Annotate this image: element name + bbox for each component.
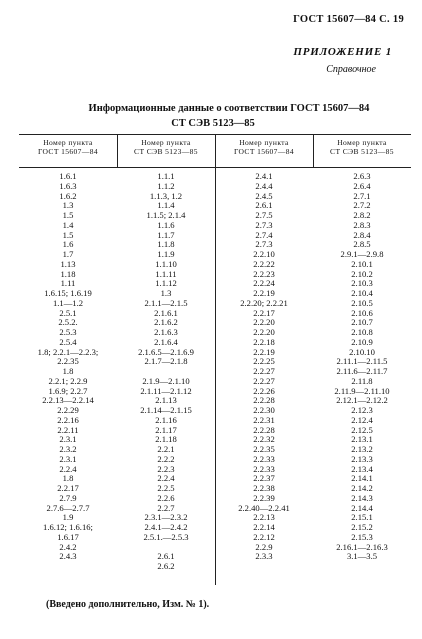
table-cell: 1.8 — [62, 366, 74, 376]
table-cell: 1.6 — [62, 239, 74, 250]
table-cell: 2.7.6—2.7.7 — [46, 502, 90, 513]
table-cell: 2.12.3 — [351, 405, 373, 415]
table-cell: 2.13.3 — [351, 453, 373, 464]
table-cell: 2.2.5 — [157, 483, 175, 493]
col2-header — [117, 138, 215, 166]
table-cell: 2.8.4 — [353, 229, 371, 240]
table-cell: 1.1.6 — [157, 219, 175, 230]
table-cell: 2.1.6.4 — [154, 336, 178, 347]
table-cell: 2.2.2 — [157, 453, 175, 464]
table-cell: 2.2.16 — [57, 414, 79, 425]
table-cell: 2.7.1 — [353, 190, 371, 201]
table-cell: 2.2.32 — [253, 434, 275, 445]
table-cell: 2.6.1 — [255, 200, 273, 211]
col4-header — [313, 138, 411, 166]
table-cell: 2.1.1—2.1.5 — [144, 297, 188, 308]
table-cell: 2.2.35 — [57, 356, 79, 367]
table-cell: 2.2.9 — [255, 541, 273, 552]
table-cell: 2.15.1 — [351, 512, 373, 523]
table-cell: 2.14.1 — [351, 473, 373, 484]
table-cell: 2.2.17 — [57, 483, 79, 493]
col3-header — [215, 138, 313, 166]
table-cell: 2.2.39 — [253, 492, 275, 503]
table-cell: 2.2.20 — [253, 317, 275, 328]
table-cell: 2.2.27 — [253, 375, 275, 386]
table-cell: 2.15.2 — [351, 522, 373, 532]
table-cell: 2.3.1 — [59, 434, 77, 445]
table-cell: 1.6.12; 1.6.16; — [43, 522, 93, 532]
table-cell: 2.8.3 — [353, 219, 371, 230]
table-cell: 2.4.1 — [255, 171, 273, 181]
table-cell: 2.2.1 — [157, 444, 175, 454]
table-cell: 2.11.1—2.11.5 — [336, 356, 388, 367]
col4-header-line1: Номер пункта — [337, 138, 387, 147]
table-cell: 3.1—3.5 — [346, 551, 378, 562]
appendix-subtitle: Справочное — [326, 64, 376, 75]
table-cell: 2.2.11 — [57, 424, 79, 435]
table-cell: 2.2.6 — [157, 492, 175, 503]
table-cell: 2.14.3 — [351, 492, 373, 503]
table-cell: 2.1.11—2.1.12 — [140, 385, 192, 396]
table-cell: 1.9 — [62, 512, 74, 523]
table-cell: 2.7.9 — [59, 492, 77, 503]
table-cell: 1.1.5; 2.1.4 — [146, 210, 186, 220]
table-cell: 2.5.2. — [58, 317, 78, 328]
table-cell: 2.2.24 — [253, 278, 275, 289]
table-cell: 2.1.7—2.1.8 — [144, 356, 188, 367]
table-cell: 1.1.3, 1.2 — [149, 190, 183, 201]
table-cell: 2.4.3 — [59, 551, 77, 562]
table-cell: 2.1.16 — [155, 414, 177, 425]
table-cell: 1.8; 2.2.1—2.2.3; — [37, 346, 99, 357]
table-cell: 2.10.10 — [349, 346, 375, 357]
table-cell: 1.1.7 — [157, 229, 175, 240]
table-cell: 1.1.4 — [157, 200, 175, 211]
table-cell: 2.1.6.5—2.1.6.9 — [138, 346, 194, 357]
table-cell: 2.1.6.2 — [154, 317, 178, 328]
table-cell: 2.2.17 — [253, 307, 275, 318]
table-cell: 1.18 — [60, 268, 76, 279]
table-cell: 2.8.2 — [353, 210, 371, 220]
table-cell: 2.2.1; 2.2.9 — [48, 375, 88, 386]
table-cell: 2.2.27 — [253, 366, 275, 376]
table-cell: 2.1.6.1 — [154, 307, 178, 318]
table-cell: 2.2.22 — [253, 258, 275, 269]
table-cell: 2.14.2 — [351, 483, 373, 493]
table-cell: 1.1.11 — [155, 268, 177, 279]
table-cell: 2.2.30 — [253, 405, 275, 415]
table-cell: 1.6.15; 1.6.19 — [44, 288, 92, 298]
table-cell: 2.2.13—2.2.14 — [42, 395, 94, 406]
table-cell: 2.8.5 — [353, 239, 371, 250]
table-cell: 2.6.2 — [157, 561, 175, 571]
table-cell: 2.2.31 — [253, 414, 275, 425]
table-cell: 2.2.25 — [253, 356, 275, 367]
table-cell: 1.8 — [62, 473, 74, 484]
table-cell: 2.4.1—2.4.2 — [144, 522, 188, 532]
table-cell: 2.2.35 — [253, 444, 275, 454]
table-cell: 1.7 — [62, 249, 74, 259]
table-cell: 2.12.5 — [351, 424, 373, 435]
table-cell: 2.1.17 — [155, 424, 177, 435]
page-header: ГОСТ 15607—84 С. 19 — [293, 14, 404, 25]
table-cell: 2.2.20; 2.2.21 — [240, 297, 288, 308]
table-cell: 2.12.4 — [351, 414, 373, 425]
table-cell: 1.6.17 — [57, 531, 79, 542]
table-cell: 2.2.4 — [157, 473, 175, 484]
table-cell: 2.4.4 — [255, 180, 273, 191]
table-cell: 2.5.1 — [59, 307, 77, 318]
table-cell: 2.1.18 — [155, 434, 177, 445]
title-line-2: СТ СЭВ 5123—85 — [171, 118, 255, 129]
table-cell: 2.10.6 — [351, 307, 373, 318]
table-cell: 2.16.1—2.16.3 — [336, 541, 388, 552]
table-cell: 1.1.9 — [157, 249, 175, 259]
col1-header-line2: ГОСТ 15607—84 — [37, 147, 99, 156]
table-cell: 2.2.14 — [253, 522, 275, 532]
col1-header-line1: Номер пункта — [43, 138, 93, 147]
table-cell: 2.15.3 — [351, 531, 373, 542]
table-cell: 2.10.9 — [351, 336, 373, 347]
table-cell: 2.2.28 — [253, 395, 275, 406]
table-cell: 2.2.33 — [253, 453, 275, 464]
table-cell: 1.3 — [160, 288, 172, 298]
table-cell: 2.11.9—2.11.10 — [334, 385, 390, 396]
table-cell: 1.5 — [62, 229, 74, 240]
table-cell: 2.2.4 — [59, 463, 77, 474]
table-cell: 2.10.8 — [351, 327, 373, 337]
table-cell: 2.2.20 — [253, 327, 275, 337]
table-cell: 2.2.26 — [253, 385, 275, 396]
table-cell: 2.10.5 — [351, 297, 373, 308]
table-cell: 2.2.28 — [253, 424, 275, 435]
table-cell: 1.6.3 — [59, 180, 77, 191]
table-cell: 2.7.3 — [255, 219, 273, 230]
table-cell: 2.2.40—2.2.41 — [238, 502, 290, 513]
table-cell: 1.13 — [60, 258, 76, 269]
correspondence-table — [19, 134, 411, 585]
table-cell: 2.3.2 — [59, 444, 77, 454]
title-line-1: Информационные данные о соответствии ГОСТ 15607—84 — [88, 103, 370, 114]
table-cell: 2.2.37 — [253, 473, 275, 484]
table-cell: 2.1.9—2.1.10 — [142, 375, 190, 386]
table-cell: 2.7.4 — [255, 229, 273, 240]
table-cell: 2.5.3 — [59, 327, 77, 337]
table-cell: 2.6.4 — [353, 180, 371, 191]
table-cell: 2.2.3 — [157, 463, 175, 474]
document-title — [0, 101, 422, 131]
table-cell: 1.6.9; 2.2.7 — [48, 385, 88, 396]
table-cell: 1.6.2 — [59, 190, 77, 201]
table-cell: 2.2.33 — [253, 463, 275, 474]
table-cell: 2.2.19 — [253, 288, 275, 298]
table-cell: 2.13.2 — [351, 444, 373, 454]
col4-body — [313, 172, 411, 562]
table-cell: 1.1.1 — [157, 171, 175, 181]
table-cell: 1.1.10 — [155, 258, 177, 269]
table-cell: 1.1.12 — [155, 278, 177, 289]
table-cell: 1.1—1.2 — [52, 297, 84, 308]
table-cell: 2.5.4 — [59, 336, 77, 347]
table-cell: 2.7.3 — [255, 239, 273, 250]
col3-header-line2: ГОСТ 15607—84 — [233, 147, 295, 156]
col2-body — [117, 172, 215, 572]
col2-header-line2: СТ СЭВ 5123—85 — [134, 147, 198, 156]
table-cell: 2.10.2 — [351, 268, 373, 279]
table-cell: 2.13.1 — [351, 434, 373, 445]
table-cell: 1.1.2 — [157, 180, 175, 191]
col4-header-line2: СТ СЭВ 5123—85 — [330, 147, 394, 156]
table-cell: 2.10.7 — [351, 317, 373, 328]
table-cell: 2.10.1 — [351, 258, 373, 269]
table-cell: 2.12.1—2.12.2 — [336, 395, 388, 406]
table-cell: 2.6.3 — [353, 171, 371, 181]
table-cell: 1.1.8 — [157, 239, 175, 250]
table-cell: 2.1.13 — [155, 395, 177, 406]
table-cell: 2.7.5 — [255, 210, 273, 220]
col1-header — [19, 138, 117, 166]
table-cell: 2.2.10 — [253, 249, 275, 259]
table-cell: 2.10.3 — [351, 278, 373, 289]
table-cell: 2.2.29 — [57, 405, 79, 415]
table-cell: 2.2.23 — [253, 268, 275, 279]
table-cell: 2.3.1—2.3.2 — [144, 512, 188, 523]
table-cell: 2.2.13 — [253, 512, 275, 523]
table-cell: 1.11 — [60, 278, 76, 289]
table-cell: 2.5.1.—2.5.3 — [143, 531, 189, 542]
col3-header-line1: Номер пункта — [239, 138, 289, 147]
table-cell: 2.1.6.3 — [154, 327, 178, 337]
appendix-title: ПРИЛОЖЕНИЕ 1 — [293, 46, 392, 58]
table-cell: 2.10.4 — [351, 288, 373, 298]
table-cell: 2.3.3 — [255, 551, 273, 562]
table-cell: 2.2.18 — [253, 336, 275, 347]
table-cell: 2.2.38 — [253, 483, 275, 493]
table-cell: 2.2.12 — [253, 531, 275, 542]
table-cell: 2.13.4 — [351, 463, 373, 474]
col1-body — [19, 172, 117, 562]
table-cell: 1.5 — [62, 210, 74, 220]
table-cell: 2.11.6—2.11.7 — [336, 366, 388, 376]
table-cell: 1.4 — [62, 219, 74, 230]
table-cell: 2.4.2 — [59, 541, 77, 552]
table-cell: 2.2.7 — [157, 502, 175, 513]
table-cell: 2.3.1 — [59, 453, 77, 464]
table-cell: 2.9.1—2.9.8 — [340, 249, 384, 259]
table-cell: 2.4.5 — [255, 190, 273, 201]
table-cell: 2.6.1 — [157, 551, 175, 562]
table-cell: 2.1.14—2.1.15 — [140, 405, 192, 415]
table-cell: 2.14.4 — [351, 502, 373, 513]
table-cell: 1.6.1 — [59, 171, 77, 181]
col2-header-line1: Номер пункта — [141, 138, 191, 147]
table-cell: 2.2.19 — [253, 346, 275, 357]
table-cell: 1.3 — [62, 200, 74, 211]
footnote: (Введено дополнительно, Изм. № 1). — [46, 599, 210, 610]
col3-body — [215, 172, 313, 562]
table-cell: 2.7.2 — [353, 200, 371, 211]
table-cell: 2.11.8 — [351, 375, 373, 386]
